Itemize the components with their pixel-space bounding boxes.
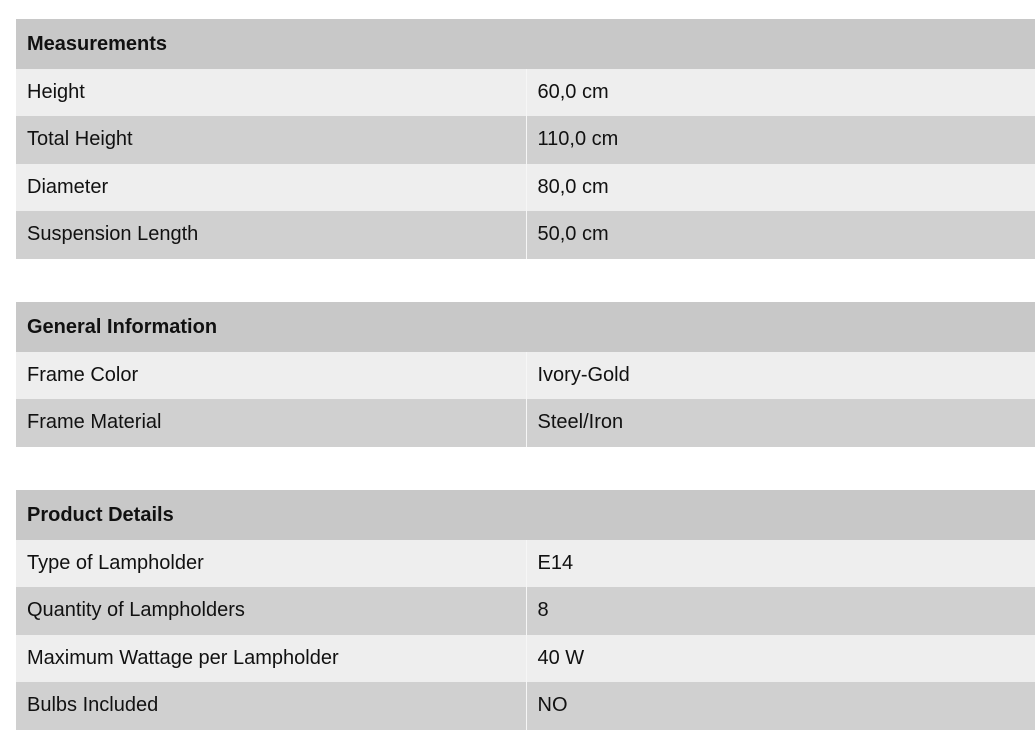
- spec-value: 40 W: [526, 635, 1035, 683]
- product-details-table: [16, 490, 1035, 730]
- spec-label: Total Height: [16, 116, 526, 164]
- table-row: [16, 682, 1035, 730]
- table-row: [16, 352, 1035, 400]
- spec-value: Steel/Iron: [526, 399, 1035, 447]
- section-title: General Information: [16, 302, 1035, 352]
- table-header-row: [16, 302, 1035, 352]
- table-row: [16, 69, 1035, 117]
- spec-label: Height: [16, 69, 526, 117]
- table-row: [16, 399, 1035, 447]
- spec-label: Maximum Wattage per Lampholder: [16, 635, 526, 683]
- table-header-row: [16, 490, 1035, 540]
- spec-value: 50,0 cm: [526, 211, 1035, 259]
- spec-label: Type of Lampholder: [16, 540, 526, 588]
- measurements-table: [16, 19, 1035, 259]
- table-row: [16, 211, 1035, 259]
- spec-value: 110,0 cm: [526, 116, 1035, 164]
- spec-label: Bulbs Included: [16, 682, 526, 730]
- table-row: [16, 116, 1035, 164]
- spec-value: 80,0 cm: [526, 164, 1035, 212]
- spec-value: Ivory-Gold: [526, 352, 1035, 400]
- spec-value: E14: [526, 540, 1035, 588]
- section-title: Measurements: [16, 19, 1035, 69]
- spec-label: Frame Color: [16, 352, 526, 400]
- spec-label: Frame Material: [16, 399, 526, 447]
- table-row: [16, 635, 1035, 683]
- spec-value: 8: [526, 587, 1035, 635]
- table-row: [16, 587, 1035, 635]
- table-row: [16, 164, 1035, 212]
- spec-value: 60,0 cm: [526, 69, 1035, 117]
- spec-value: NO: [526, 682, 1035, 730]
- section-title: Product Details: [16, 490, 1035, 540]
- spec-label: Suspension Length: [16, 211, 526, 259]
- table-row: [16, 540, 1035, 588]
- spec-label: Quantity of Lampholders: [16, 587, 526, 635]
- spec-label: Diameter: [16, 164, 526, 212]
- table-header-row: [16, 19, 1035, 69]
- general-information-table: [16, 302, 1035, 447]
